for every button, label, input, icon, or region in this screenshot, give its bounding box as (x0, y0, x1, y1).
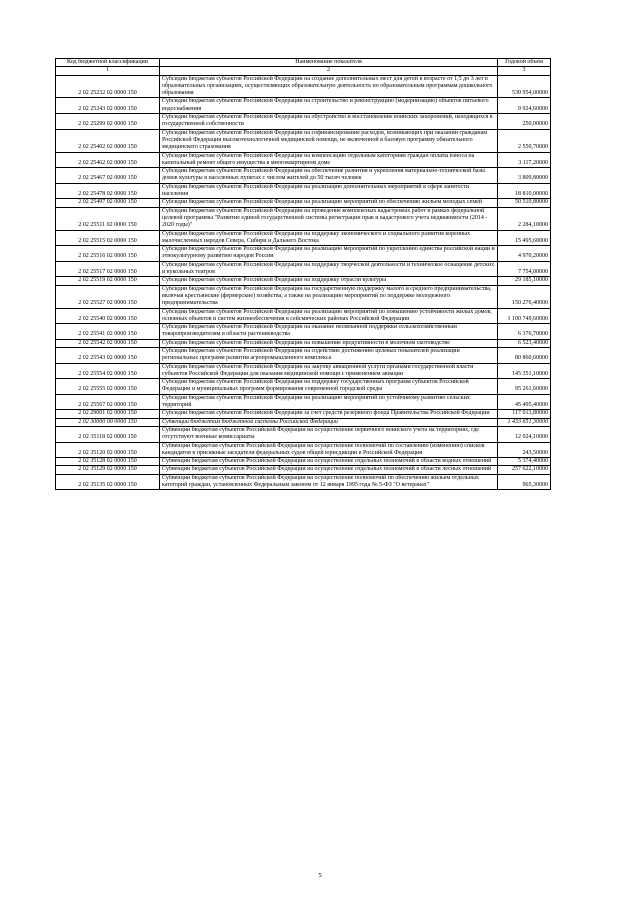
row-code: 2 02 25402 02 0000 150 (56, 129, 160, 152)
row-value: 6 376,70000 (498, 324, 551, 340)
row-code: 2 02 25541 02 0000 150 (56, 324, 160, 340)
row-code: 2 02 25555 02 0000 150 (56, 379, 160, 395)
col-number: 3 (498, 67, 551, 75)
row-name: Субсидии бюджетам субъектов Российской Федерации на государственную поддержку малого и среднего предпринимательства, включая крестьянские (фермерские) хозяйства, а также на реализацию мероприятий по поддержке молодежного предпринимательства (160, 285, 498, 308)
row-name: Субсидии бюджетам субъектов Российской Федерации на обеспечение развития и укрепления материально-технической базы домов культуры в населенных пунктах с числом жителей до 50 тысяч человек (160, 168, 498, 184)
row-code: 2 02 25554 02 0000 150 (56, 363, 160, 379)
row-value: 7 754,00000 (498, 261, 551, 277)
row-code: 2 02 25517 02 0000 150 (56, 261, 160, 277)
row-value: 257 622,10000 (498, 466, 551, 474)
table-row (56, 458, 551, 466)
row-code: 2 02 25527 02 0000 150 (56, 285, 160, 308)
row-code: 2 02 35120 02 0000 150 (56, 442, 160, 458)
row-name: Субвенции бюджетам субъектов Российской Федерации на осуществление полномочий по составлению (изменению) списков кандидатов в присяжные заседатели федеральных судов общей юрисдикции в Российской Федерации (160, 442, 498, 458)
table-header-row (56, 59, 551, 67)
budget-table (55, 58, 551, 490)
row-name: Субсидии бюджетам субъектов Российской Федерации за счет средств резервного фонда Правительства Российской Федерации (160, 410, 498, 418)
table-row (56, 230, 551, 246)
row-value: 29 185,10000 (498, 277, 551, 285)
table-row (56, 363, 551, 379)
row-name: Субсидии бюджетам субъектов Российской Федерации на строительство и реконструкцию (модернизацию) объектов питьевого водоснабжения (160, 98, 498, 114)
row-value: 6 523,40000 (498, 339, 551, 347)
row-code: 2 02 29001 02 0000 150 (56, 410, 160, 418)
row-code: 2 02 25542 02 0000 150 (56, 339, 160, 347)
row-value: 80 860,60000 (498, 347, 551, 363)
row-code: 2 02 30000 00 0000 150 (56, 418, 160, 426)
row-code: 2 02 25516 02 0000 150 (56, 246, 160, 262)
table-row (56, 474, 551, 490)
row-value: 1 100 749,60000 (498, 308, 551, 324)
table-row (56, 207, 551, 230)
row-name: Субсидии бюджетам субъектов Российской Федерации на закупку авиационной услуги органами государственной власти субъектов Российской Федерации для оказания медицинской помощи с применением авиации (160, 363, 498, 379)
table-row (56, 168, 551, 184)
row-name: Субсидии бюджетам субъектов Российской Федерации на обустройство и восстановление воинских захоронений, находящихся в государственной собственности (160, 114, 498, 130)
row-value: 1 433 651,30000 (498, 418, 551, 426)
row-name: Субвенции бюджетам субъектов Российской Федерации на осуществление отдельных полномочий в области лесных отношений (160, 466, 498, 474)
row-code: 2 02 35128 02 0000 150 (56, 458, 160, 466)
row-name: Субсидии бюджетам субъектов Российской Федерации на реализацию дополнительных мероприятий в сфере занятости населения (160, 183, 498, 199)
row-name: Субвенции бюджетам субъектов Российской Федерации на осуществление первичного воинского учета на территориях, где отсутствуют военные комиссариаты (160, 426, 498, 442)
row-value: 3 809,80000 (498, 168, 551, 184)
table-row (56, 114, 551, 130)
row-name: Субсидии бюджетам субъектов Российской Федерации на реализацию мероприятий по повышению устойчивости жилых домов, основных объектов и систем жизнеобеспечения в сейсмических районах Российской Федерации (160, 308, 498, 324)
row-value: 3 117,20000 (498, 152, 551, 168)
row-value: 965,30000 (498, 474, 551, 490)
row-name: Субвенции бюджетам субъектов Российской Федерации на осуществление полномочий по обеспечению жильем отдельных категорий граждан, установленных Федеральным законом от 12 января 1995 года № 5-ФЗ "О ветеранах" (160, 474, 498, 490)
row-name: Субсидии бюджетам субъектов Российской Федерации на повышение продуктивности в молочном скотоводстве (160, 339, 498, 347)
row-code: 2 02 35129 02 0000 150 (56, 466, 160, 474)
row-name: Субсидии бюджетам субъектов Российской Федерации на поддержку отрасли культуры (160, 277, 498, 285)
row-value: 45 495,40000 (498, 394, 551, 410)
col-number: 2 (160, 67, 498, 75)
row-name: Субсидии бюджетам субъектов Российской Федерации на поддержку экономического и социального развития коренных малочисленных народов Севера, Сибири и Дальнего Востока (160, 230, 498, 246)
row-value: 530 954,00000 (498, 75, 551, 98)
table-row (56, 466, 551, 474)
col-number: 1 (56, 67, 160, 75)
row-name: Субсидии бюджетам субъектов Российской Федерации на оказание несвязанной поддержки сельскохозяйственным товаропроизводителям в области растениеводства (160, 324, 498, 340)
row-name: Субвенции бюджетам субъектов Российской Федерации на осуществление отдельных полномочий в области водных отношений (160, 458, 498, 466)
row-value: 145 351,10000 (498, 363, 551, 379)
row-value: 18 810,00000 (498, 183, 551, 199)
table-row (56, 183, 551, 199)
row-value: 243,50000 (498, 442, 551, 458)
row-code: 2 02 25543 02 0000 150 (56, 347, 160, 363)
row-code: 2 02 25519 02 0000 150 (56, 277, 160, 285)
row-code: 2 02 25299 02 0000 150 (56, 114, 160, 130)
table-row (56, 285, 551, 308)
row-code: 2 02 25232 02 0000 150 (56, 75, 160, 98)
table-row (56, 394, 551, 410)
table-row (56, 246, 551, 262)
row-value: 95 261,60000 (498, 379, 551, 395)
row-value: 250,00000 (498, 114, 551, 130)
row-value: 15 495,60000 (498, 230, 551, 246)
row-code: 2 02 25478 02 0000 150 (56, 183, 160, 199)
table-row (56, 347, 551, 363)
table-row (56, 324, 551, 340)
row-name: Субсидии бюджетам субъектов Российской Федерации на поддержку творческой деятельности и техническое оснащение детских и кукольных театров (160, 261, 498, 277)
row-name: Субсидии бюджетам субъектов Российской Федерации на создание дополнительных мест для детей в возрасте от 1,5 до 3 лет в образовательных организациях, осуществляющих образовательную деятельность по образовательным программам дошкольного образования (160, 75, 498, 98)
row-name: Субсидии бюджетам субъектов Российской Федерации на компенсацию отдельным категориям граждан оплаты взноса на капитальный ремонт общего имущества в многоквартирном доме (160, 152, 498, 168)
row-value: 4 970,20000 (498, 246, 551, 262)
row-value: 150 276,40000 (498, 285, 551, 308)
header-value: Годовой объем (498, 59, 551, 67)
row-name: Субсидии бюджетам субъектов Российской Федерации на содействие достижению целевых показателей реализации региональных программ развития агропромышленного комплекса (160, 347, 498, 363)
page-number: 5 (318, 872, 322, 879)
row-value: 2 550,70000 (498, 129, 551, 152)
table-row (56, 410, 551, 418)
row-value: 12 024,10000 (498, 426, 551, 442)
row-code: 2 02 25497 02 0000 150 (56, 199, 160, 207)
row-name: Субсидии бюджетам субъектов Российской Федерации на поддержку государственных программ субъектов Российской Федерации и муниципальных программ формирования современной городской среды (160, 379, 498, 395)
row-name: Субвенции бюджетам бюджетной системы Российской Федерации (160, 418, 498, 426)
table-body (56, 75, 551, 490)
table-row (56, 418, 551, 426)
row-code: 2 02 25243 02 0000 150 (56, 98, 160, 114)
row-code: 2 02 25515 02 0000 150 (56, 230, 160, 246)
row-value: 50 510,80000 (498, 199, 551, 207)
row-value: 2 284,10000 (498, 207, 551, 230)
row-name: Субсидии бюджетам субъектов Российской Федерации на реализацию мероприятий по обеспечению жильем молодых семей (160, 199, 498, 207)
table-row (56, 308, 551, 324)
table-row (56, 442, 551, 458)
table-row (56, 152, 551, 168)
table-row (56, 129, 551, 152)
row-value: 5 374,40000 (498, 458, 551, 466)
row-code: 2 02 35135 02 0000 150 (56, 474, 160, 490)
row-code: 2 02 25540 02 0000 150 (56, 308, 160, 324)
row-code: 2 02 25511 02 0000 150 (56, 207, 160, 230)
table-row (56, 379, 551, 395)
header-name: Наименование показателя (160, 59, 498, 67)
row-name: Субсидии бюджетам субъектов Российской Федерации на реализацию мероприятий по устойчивому развитию сельских территорий (160, 394, 498, 410)
row-value: 117 013,80000 (498, 410, 551, 418)
row-code: 2 02 35118 02 0000 150 (56, 426, 160, 442)
table-row (56, 98, 551, 114)
row-value: 9 924,60000 (498, 98, 551, 114)
row-code: 2 02 25567 02 0000 150 (56, 394, 160, 410)
row-name: Субсидии бюджетам субъектов Российской Федерации на реализацию мероприятий по укреплению единства российской нации и этнокультурному развитию народов России (160, 246, 498, 262)
table-row (56, 75, 551, 98)
row-code: 2 02 25462 02 0000 150 (56, 152, 160, 168)
table-row (56, 339, 551, 347)
row-code: 2 02 25467 02 0000 150 (56, 168, 160, 184)
table-row (56, 261, 551, 277)
table-row (56, 426, 551, 442)
column-number-row (56, 67, 551, 75)
row-name: Субсидии бюджетам субъектов Российской Федерации на проведение комплексных кадастровых работ в рамках федеральной целевой программы "Развитие единой государственной системы регистрации прав и кадастрового учета недвижимости (2014 - 2020 годы)" (160, 207, 498, 230)
row-name: Субсидии бюджетам субъектов Российской Федерации на софинансирование расходов, возникающих при оказании гражданам Российской Федерации высокотехнологичной медицинской помощи, не включенной в базовую программу обязательного медицинского страхования (160, 129, 498, 152)
table-row (56, 199, 551, 207)
table-row (56, 277, 551, 285)
header-code: Код бюджетной классификации (56, 59, 160, 67)
